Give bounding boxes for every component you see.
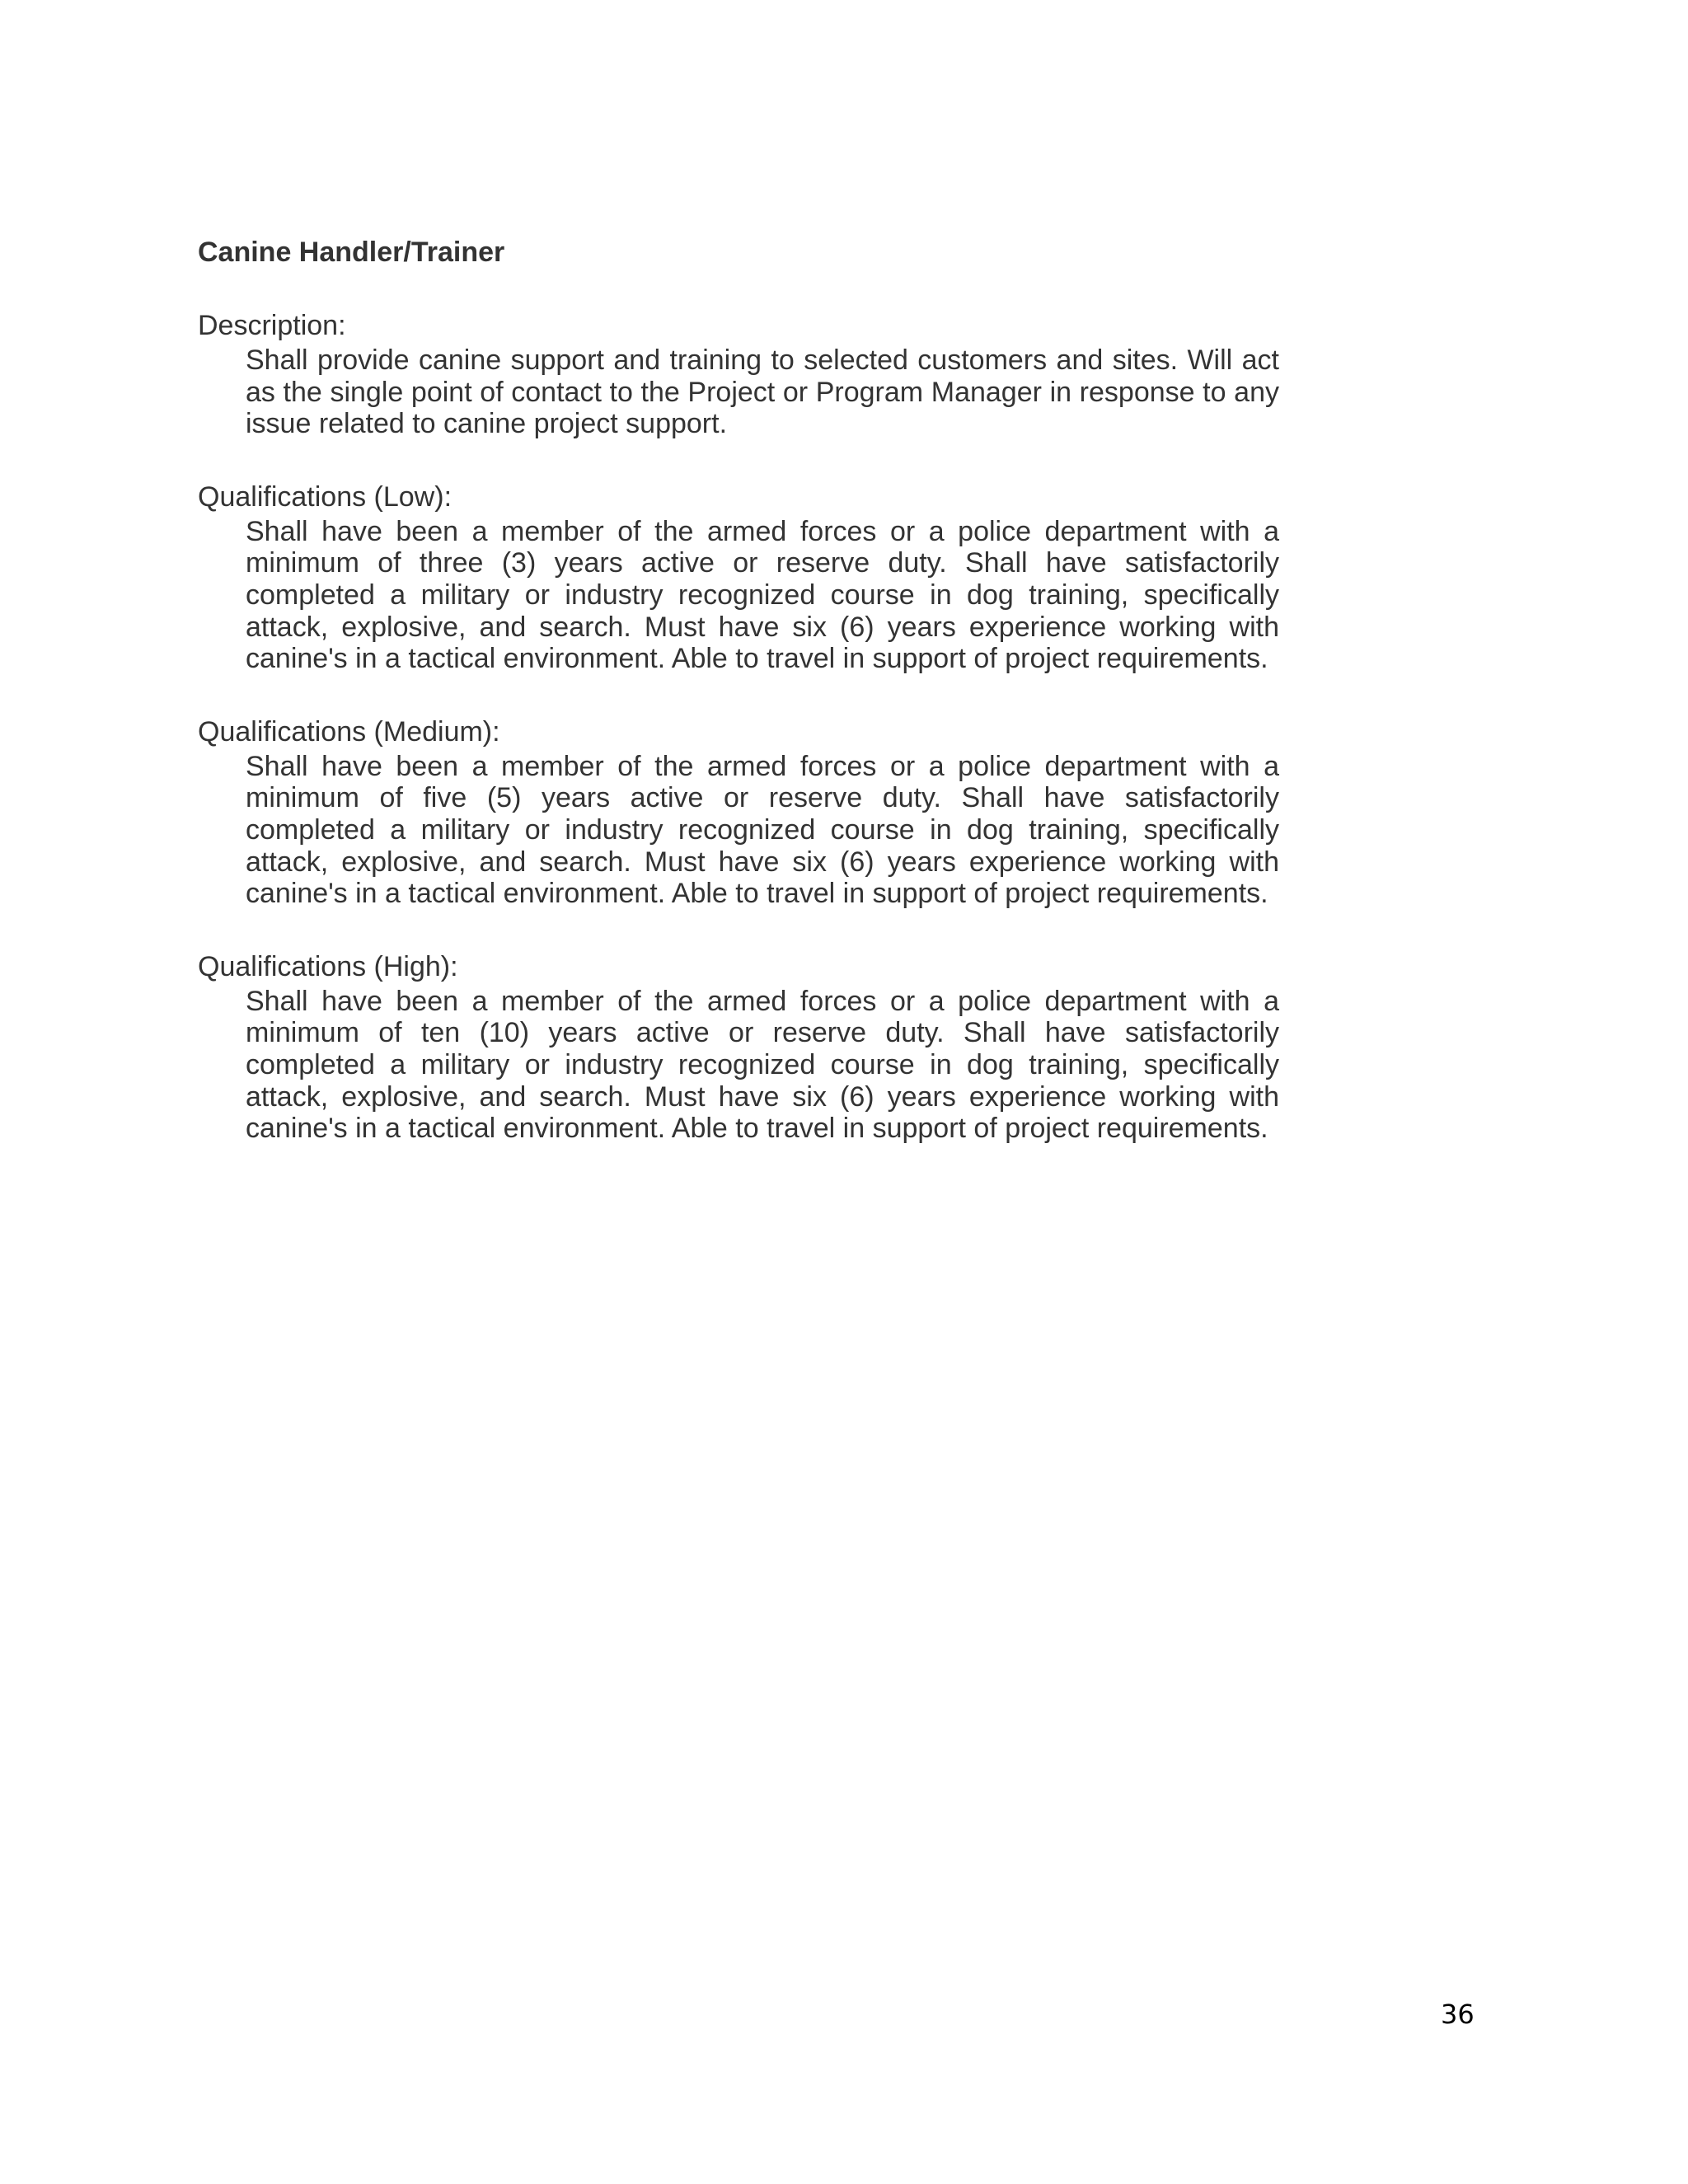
section-body: Shall provide canine support and training to selected customers and sites. Will act as the single point of contact to the Project or Program Manager in response to any issue related to canine project support. xyxy=(246,344,1279,440)
section-qualifications-high xyxy=(198,948,1286,1145)
section-body: Shall have been a member of the armed forces or a police department with a minimum of five (5) years active or reserve duty. Shall have satisfactorily completed a military or industry recognized course in dog training, specifically attack, explosive, and search. Must have six (6) years experience working with canine's in a tactical environment. Able to travel in support of project requirements. xyxy=(246,750,1279,910)
section-heading: Qualifications (Medium): xyxy=(198,715,500,748)
page-number: 36 xyxy=(1441,1999,1475,2030)
section-qualifications-medium xyxy=(198,713,1286,910)
section-body: Shall have been a member of the armed forces or a police department with a minimum of ten (10) years active or reserve duty. Shall have satisfactorily completed a military or industry recognized course in dog training, specifically attack, explosive, and search. Must have six (6) years experience working with canine's in a tactical environment. Able to travel in support of project requirements. xyxy=(246,985,1279,1145)
section-qualifications-low xyxy=(198,478,1286,675)
section-body: Shall have been a member of the armed forces or a police department with a minimum of three (3) years active or reserve duty. Shall have satisfactorily completed a military or industry recognized course in dog training, specifically attack, explosive, and search. Must have six (6) years experience working with canine's in a tactical environment. Able to travel in support of project requirements. xyxy=(246,515,1279,675)
section-heading: Description: xyxy=(198,310,346,341)
document-title: Canine Handler/Trainer xyxy=(198,237,505,268)
document-page xyxy=(198,233,1286,1183)
section-heading: Qualifications (Low): xyxy=(198,480,452,513)
section-heading: Qualifications (High): xyxy=(198,950,458,982)
section-description xyxy=(198,307,1286,440)
